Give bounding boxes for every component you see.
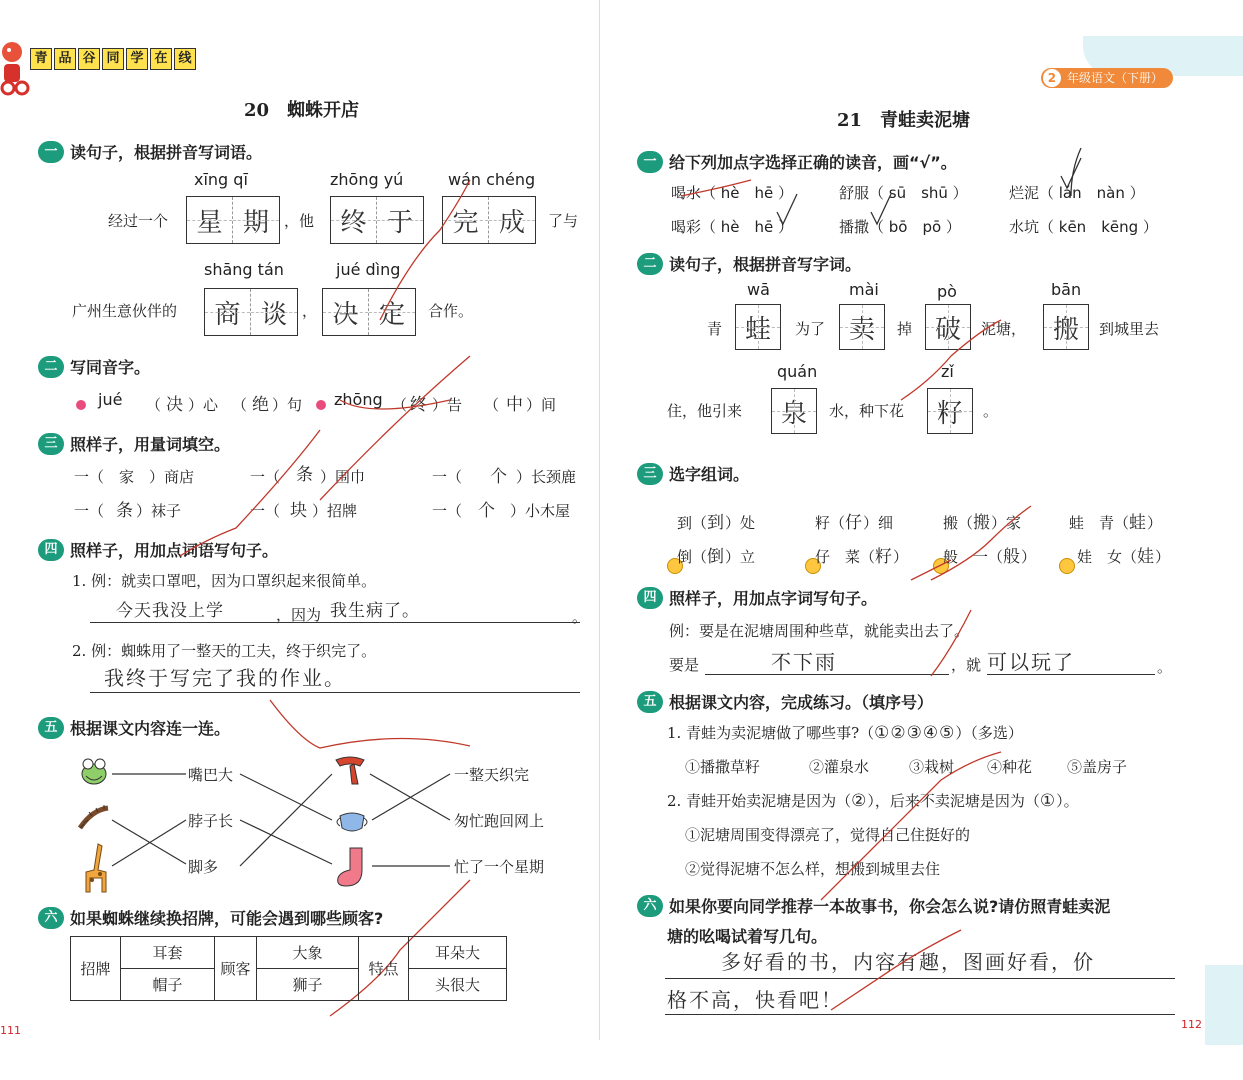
- sign-customer-table: [70, 936, 507, 1001]
- handwritten-char: 完: [443, 197, 489, 243]
- pronunciation-item: 播撒（ bō pō ）: [839, 218, 961, 236]
- sock-icon: [334, 846, 370, 888]
- handwritten-char: 终: [331, 197, 377, 243]
- writing-boxes: [442, 196, 536, 244]
- brand-char: 谷: [78, 48, 100, 70]
- handwritten-answer: 今天我没上学: [116, 601, 224, 621]
- brand-char: 同: [102, 48, 124, 70]
- handwritten-char: 期: [233, 197, 279, 243]
- word-group-text: ）: [893, 548, 909, 566]
- word-group-text: 到（: [677, 514, 708, 532]
- section-mark: 二: [637, 253, 663, 275]
- section-mark: 二: [38, 356, 64, 378]
- question: [667, 722, 1023, 743]
- word-group-text: ）细: [863, 514, 894, 532]
- table-header-cell: 顾客: [215, 937, 257, 1001]
- word-group-text: 籽（: [815, 514, 846, 532]
- example-sentence: 1. 例：就卖口罩吧，因为口罩织起来很简单。: [72, 572, 377, 590]
- match-left-item: 脚多: [188, 858, 219, 876]
- blank-close: ）告: [432, 396, 463, 414]
- pronunciation-item: 水坑（ kēn kēng ）: [1009, 218, 1158, 236]
- frog-icon: [76, 752, 112, 788]
- blank-open: 一（: [250, 468, 281, 486]
- word-group-text: ）立: [725, 548, 756, 566]
- sentence-text: ，他: [284, 212, 315, 230]
- section-heading-text: 读句子，根据拼音写词语。: [70, 143, 263, 162]
- pinyin: jué: [98, 390, 123, 409]
- word-group-text: ）处: [725, 514, 756, 532]
- section-heading-text: 根据课文内容连一连。: [70, 719, 231, 738]
- section-heading-2: [637, 252, 861, 275]
- word-group: [815, 508, 893, 533]
- handwritten-char: 定: [369, 289, 415, 335]
- sentence-text: 掉: [897, 320, 913, 338]
- handwritten-char: 决: [323, 289, 369, 335]
- grade-badge-text: 年级语文（下册）: [1066, 71, 1163, 85]
- handwritten-answer: 倒: [707, 547, 726, 567]
- section-mark: 三: [38, 433, 64, 455]
- section-heading-text: 根据课文内容，完成练习。（填序号）: [669, 693, 934, 712]
- handwritten-answer: ①: [1039, 791, 1057, 811]
- table-cell: 狮子: [257, 969, 359, 1001]
- handwritten-answer: 到: [707, 513, 726, 533]
- sentence-text: 泥塘，: [981, 320, 1027, 338]
- sentence-text: 为了: [795, 320, 826, 338]
- blank-open: （: [484, 396, 500, 414]
- blank-open: 一（: [432, 468, 463, 486]
- section-heading-text: 塘的吆喝试着写几句。: [667, 927, 828, 946]
- brand-char: 线: [174, 48, 196, 70]
- handwritten-answer: 条: [296, 465, 314, 485]
- word-group: [677, 542, 755, 567]
- match-right-item: 一整天织完: [454, 766, 530, 784]
- mascot-icon: [0, 38, 30, 98]
- blank-close: ）长颈鹿: [516, 468, 577, 486]
- lesson-title-20: 20 蜘蛛开店: [244, 100, 360, 121]
- blank-close: ）句: [272, 396, 303, 414]
- grade-badge-number: 2: [1043, 69, 1061, 87]
- word-group: [1077, 542, 1170, 567]
- pinyin: mài: [849, 280, 879, 299]
- handwritten-answer: ②: [851, 791, 868, 811]
- table-cell: 大象: [257, 937, 359, 969]
- section-heading-5: [38, 716, 230, 739]
- section-heading-1: [637, 150, 957, 173]
- handwritten-answer: 仔: [845, 513, 864, 533]
- blank-open: （: [232, 396, 248, 414]
- table-cell: 头很大: [409, 969, 507, 1001]
- measure-word-example: 一（ 家 ）商店: [74, 468, 195, 486]
- section-heading-1: [38, 140, 262, 163]
- pinyin: wā: [747, 280, 770, 299]
- handwritten-char: 于: [377, 197, 423, 243]
- option: ③栽树: [909, 758, 955, 776]
- example-sentence: 2. 例：蜘蛛用了一整天的工夫，终于织完了。: [72, 642, 377, 660]
- brand-char: 品: [54, 48, 76, 70]
- section-heading-5: [637, 690, 933, 713]
- handwritten-char: 泉: [771, 388, 817, 434]
- lesson-title-21: 21 青蛙卖泥塘: [837, 110, 971, 131]
- writing-boxes: [330, 196, 424, 244]
- blank-open: 一（: [432, 502, 463, 520]
- pinyin: pò: [937, 282, 957, 301]
- match-right-item: 匆忙跑回网上: [454, 812, 545, 830]
- word-group-text: 蛙 青（: [1069, 514, 1130, 532]
- section-mark: 六: [38, 907, 64, 929]
- handwritten-char: 成: [489, 197, 535, 243]
- word-group-text: ）: [1147, 514, 1163, 532]
- handwritten-answer: ①②③④⑤: [874, 723, 956, 743]
- section-mark: 四: [637, 587, 663, 609]
- section-heading-3: [38, 432, 230, 455]
- pronunciation-item: 喝水（ hè hē ）: [671, 184, 794, 202]
- word-group: [815, 542, 908, 567]
- pinyin: zǐ: [941, 362, 954, 381]
- writing-boxes: [186, 196, 280, 244]
- word-group-text: 仔 菜（: [815, 548, 876, 566]
- section-heading-text: 选字组词。: [669, 465, 750, 484]
- table-cell: 耳朵大: [409, 937, 507, 969]
- blank-close: ）心: [188, 396, 219, 414]
- page-decoration: [1205, 965, 1243, 1045]
- section-heading-3: [637, 462, 749, 485]
- section-mark: 四: [38, 539, 64, 561]
- match-left-item: 嘴巴大: [188, 766, 234, 784]
- brand-char: 在: [150, 48, 172, 70]
- handwritten-answer: 多好看的书，内容有趣，图画好看，价: [721, 950, 1095, 974]
- brand-char: 学: [126, 48, 148, 70]
- sentence-text: 合作。: [428, 302, 474, 320]
- handwritten-answer: 蛙: [1129, 513, 1148, 533]
- section-heading-text: 写同音字。: [70, 358, 151, 377]
- question: [667, 790, 1079, 811]
- flower-icon: [76, 400, 86, 410]
- giraffe-icon: [76, 840, 112, 894]
- answer-line: [90, 622, 580, 623]
- handwritten-answer: 块: [290, 501, 308, 521]
- blank-close: ）间: [526, 396, 557, 414]
- section-mark: 六: [637, 895, 663, 917]
- answer-line: [665, 1014, 1175, 1015]
- section-mark: 三: [637, 463, 663, 485]
- word-group-text: 般 一（: [943, 548, 1004, 566]
- blank-open: 一（: [250, 502, 281, 520]
- option: ①播撒草籽: [685, 758, 761, 776]
- section-heading-text: 读句子，根据拼音写字词。: [669, 255, 862, 274]
- right-page: [601, 0, 1243, 1040]
- sentence-text: ，因为: [276, 606, 322, 624]
- option: ⑤盖房子: [1067, 758, 1128, 776]
- blank-close: ）围巾: [320, 468, 366, 486]
- handwritten-char: 破: [925, 304, 971, 350]
- sentence-text: 广州生意伙伴的: [72, 302, 178, 320]
- handwritten-answer: 决: [166, 395, 184, 415]
- section-heading-6: [38, 906, 383, 929]
- word-group-text: 搬（: [943, 514, 974, 532]
- word-group: [943, 542, 1036, 567]
- question-text: 1. 青蛙为卖泥塘做了哪些事?（: [667, 724, 875, 742]
- word-group: [677, 508, 755, 533]
- sentence-text: 了与: [548, 212, 579, 230]
- pronunciation-item: 舒服（ sū shū ）: [839, 184, 968, 202]
- option: ②觉得泥塘不怎么样，想搬到城里去住: [685, 860, 941, 878]
- answer-line: [665, 978, 1175, 979]
- sentence-text: 经过一个: [108, 212, 169, 230]
- section-heading-4: [38, 538, 278, 561]
- question-text: ）（多选）: [955, 724, 1023, 742]
- answer-line: [90, 692, 580, 693]
- blank-open: 一（: [74, 502, 105, 520]
- grade-badge: [1041, 68, 1173, 88]
- table-cell: 帽子: [121, 969, 215, 1001]
- blank-close: ）袜子: [136, 502, 182, 520]
- pinyin: zhōng yú: [330, 170, 404, 189]
- question-text: 2. 青蛙开始卖泥塘是因为（: [667, 792, 852, 810]
- sentence-end: 。: [1157, 658, 1173, 676]
- section-mark: 五: [38, 717, 64, 739]
- handwritten-char: 谈: [251, 289, 297, 335]
- section-heading-2: [38, 355, 150, 378]
- section-heading-text: 如果蜘蛛继续换招牌，可能会遇到哪些顾客?: [70, 909, 384, 928]
- pear-icon: [1059, 558, 1075, 574]
- sentence-text: 青: [707, 320, 723, 338]
- table-header-cell: 招牌: [71, 937, 121, 1001]
- section-heading-4: [637, 586, 877, 609]
- brand-logo: [30, 48, 196, 70]
- handwritten-char: 卖: [839, 304, 885, 350]
- pinyin: quán: [777, 362, 818, 381]
- pinyin: wán chéng: [448, 170, 536, 189]
- handwritten-char: 籽: [927, 388, 973, 434]
- writing-boxes: [322, 288, 416, 336]
- section-heading-6-cont: [667, 924, 827, 947]
- word-group: [1069, 508, 1162, 533]
- word-group-text: ）: [1021, 548, 1037, 566]
- table-header-cell: 特点: [359, 937, 409, 1001]
- handwritten-char: 蛙: [735, 304, 781, 350]
- pronunciation-item: 喝彩（ hè hē ）: [671, 218, 794, 236]
- sentence-end: 。: [572, 608, 588, 626]
- page-number: 112: [1181, 1018, 1202, 1031]
- handwritten-answer: 绝: [252, 395, 270, 415]
- word-group-text: ）家: [991, 514, 1022, 532]
- left-page: [0, 0, 600, 1040]
- mask-icon: [334, 804, 370, 840]
- example-sentence: 例：要是在泥塘周围种些草，就能卖出去了。: [669, 622, 970, 640]
- handwritten-char: 商: [205, 289, 251, 335]
- pronunciation-item: 烂泥（ lán nàn ）: [1009, 184, 1145, 202]
- section-heading-text: 给下列加点字选择正确的读音，画“√”。: [669, 153, 957, 172]
- word-group-text: 娃 女（: [1077, 548, 1138, 566]
- handwritten-answer: 籽: [875, 547, 894, 567]
- option: ②灌泉水: [809, 758, 870, 776]
- section-mark: 五: [637, 691, 663, 713]
- word-group-text: ）: [1155, 548, 1171, 566]
- option: ④种花: [987, 758, 1033, 776]
- word-group-text: 倒（: [677, 548, 708, 566]
- table-cell: 耳套: [121, 937, 215, 969]
- handwritten-answer: 终: [410, 395, 428, 415]
- sentence-text: 到城里去: [1099, 320, 1160, 338]
- sentence-text: ，: [302, 302, 318, 320]
- sentence-text: 要是: [669, 656, 700, 674]
- pinyin: bān: [1051, 280, 1082, 299]
- writing-boxes: [204, 288, 298, 336]
- handwritten-answer: 条: [116, 501, 134, 521]
- sentence-text: 。: [983, 402, 999, 420]
- question-text: ）。: [1056, 792, 1079, 810]
- handwritten-answer: 中: [506, 395, 524, 415]
- pinyin: jué dìng: [336, 260, 401, 279]
- handwritten-answer: 娃: [1137, 547, 1156, 567]
- blank-open: （: [146, 396, 162, 414]
- match-right-item: 忙了一个星期: [454, 858, 545, 876]
- handwritten-answer: 搬: [973, 513, 992, 533]
- option: ①泥塘周围变得漂亮了，觉得自己住挺好的: [685, 826, 971, 844]
- blank-open: （: [392, 396, 408, 414]
- section-heading-text: 照样子，用加点词语写句子。: [70, 541, 279, 560]
- section-mark: 一: [38, 141, 64, 163]
- section-heading-6: [637, 894, 1110, 917]
- handwritten-answer: 个: [490, 467, 508, 487]
- handwritten-char: 星: [187, 197, 233, 243]
- match-left-item: 脖子长: [188, 812, 234, 830]
- page-number: 111: [0, 1024, 21, 1037]
- section-mark: 一: [637, 151, 663, 173]
- sentence-text: 水，种下花: [829, 402, 905, 420]
- flower-icon: [316, 400, 326, 410]
- handwritten-answer: 格不高，快看吧！: [667, 988, 843, 1012]
- pinyin: shāng tán: [204, 260, 284, 279]
- centipede-icon: [76, 800, 112, 836]
- blank-close: ）小木屋: [510, 502, 571, 520]
- handwritten-answer: 个: [478, 501, 496, 521]
- pinyin: zhōng: [334, 390, 383, 409]
- section-heading-text: 照样子，用加点字词写句子。: [669, 589, 878, 608]
- scarf-icon: [332, 752, 368, 788]
- handwritten-answer: 不下雨: [771, 650, 837, 674]
- brand-char: 青: [30, 48, 52, 70]
- handwritten-answer: 可以玩了: [987, 650, 1075, 674]
- handwritten-answer: 我终于写完了我的作业。: [104, 666, 346, 690]
- handwritten-char: 搬: [1043, 304, 1089, 350]
- sentence-text: 住，他引来: [667, 402, 743, 420]
- word-group: [943, 508, 1021, 533]
- question-text: ），后来不卖泥塘是因为（: [867, 792, 1040, 810]
- blank-close: ）招牌: [312, 502, 358, 520]
- pinyin: xīng qī: [194, 170, 248, 189]
- section-heading-text: 如果你要向同学推荐一本故事书，你会怎么说?请仿照青蛙卖泥: [669, 897, 1111, 916]
- handwritten-answer: 我生病了。: [330, 601, 420, 621]
- handwritten-answer: 般: [1003, 547, 1022, 567]
- sentence-text: ，就: [951, 656, 982, 674]
- section-heading-text: 照样子，用量词填空。: [70, 435, 231, 454]
